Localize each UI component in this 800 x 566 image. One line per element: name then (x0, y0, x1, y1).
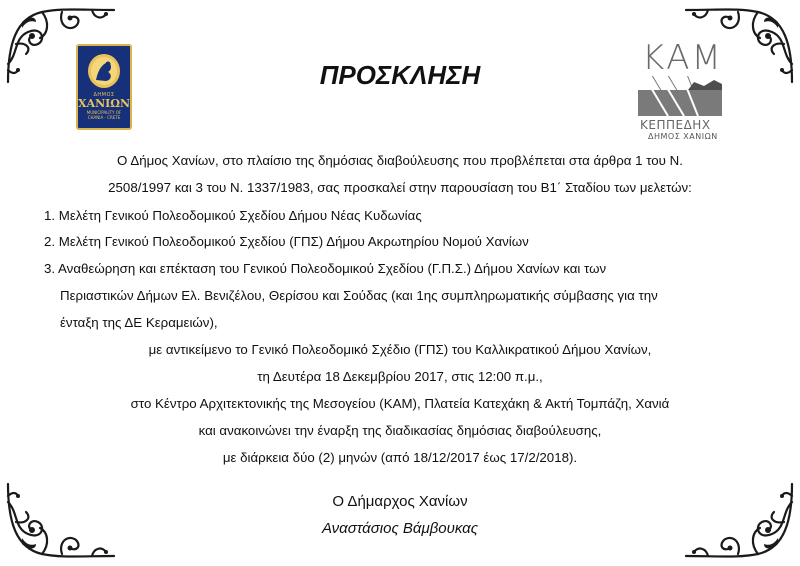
kam-logo-keppedix: ΚΕΠΠΕΔΗΧ (640, 118, 711, 132)
logo-label-chanion: ΧΑΝΙΩΝ (78, 97, 131, 110)
detail-line: με αντικείμενο το Γενικό Πολεοδομικό Σχέδιο (ΓΠΣ) του Καλλικρατικού Δήμου Χανίων, (148, 342, 652, 357)
study-item-continued: ένταξη της ΔΕ Κεραμειών), (60, 315, 218, 330)
study-item: 1. Μελέτη Γενικού Πολεοδομικού Σχεδίου Δήμου Νέας Κυδωνίας (44, 208, 422, 223)
logo-label-dimos: ΔΗΜΟΣ (93, 92, 115, 98)
page-title: ΠΡΟΣΚΛΗΣΗ (319, 60, 481, 90)
intro-line: 2508/1997 και 3 του Ν. 1337/1983, σας προσκαλεί στην παρουσίαση του Β1΄ Σταδίου των μελετών: (108, 180, 692, 195)
detail-line: με διάρκεια δύο (2) μηνών (από 18/12/2017 έως 17/2/2018). (222, 450, 578, 465)
study-item-continued: Περιαστικών Δήμων Ελ. Βενιζέλου, Θερίσου και Σούδας (και 1ης συμπληρωματικής σύμβασης για την (60, 288, 658, 303)
logo-label-municipality: MUNICIPALITY OF (86, 110, 122, 115)
logo-label-chania-crete: CHANIA - CRETE (87, 115, 121, 120)
signature-name: Αναστάσιος Βάμβουκας (321, 520, 479, 537)
detail-line: και ανακοινώνει την έναρξη της διαδικασίας δημόσιας διαβούλευσης, (198, 423, 602, 438)
kam-logo-dimos: ΔΗΜΟΣ ΧΑΝΙΩΝ (648, 132, 718, 141)
study-item: 2. Μελέτη Γενικού Πολεοδομικού Σχεδίου (ΓΠΣ) Δήμου Ακρωτηρίου Νομού Χανίων (44, 234, 529, 249)
signature-role: Ο Δήμαρχος Χανίων (332, 493, 468, 510)
kam-logo-text: ΚΑΜ (642, 38, 723, 78)
study-item: 3. Αναθεώρηση και επέκταση του Γενικού Πολεοδομικού Σχεδίου (Γ.Π.Σ.) Δήμου Χανίων και των (44, 261, 607, 276)
intro-line: Ο Δήμος Χανίων, στο πλαίσιο της δημόσιας διαβούλευσης που προβλέπεται στα άρθρα 1 του Ν. (117, 153, 683, 168)
detail-line: τη Δευτέρα 18 Δεκεμβρίου 2017, στις 12:00 π.μ., (257, 369, 543, 384)
detail-line: στο Κέντρο Αρχιτεκτονικής της Μεσογείου (ΚΑΜ), Πλατεία Κατεχάκη & Ακτή Τομπάζη, Χανιά (130, 396, 670, 411)
